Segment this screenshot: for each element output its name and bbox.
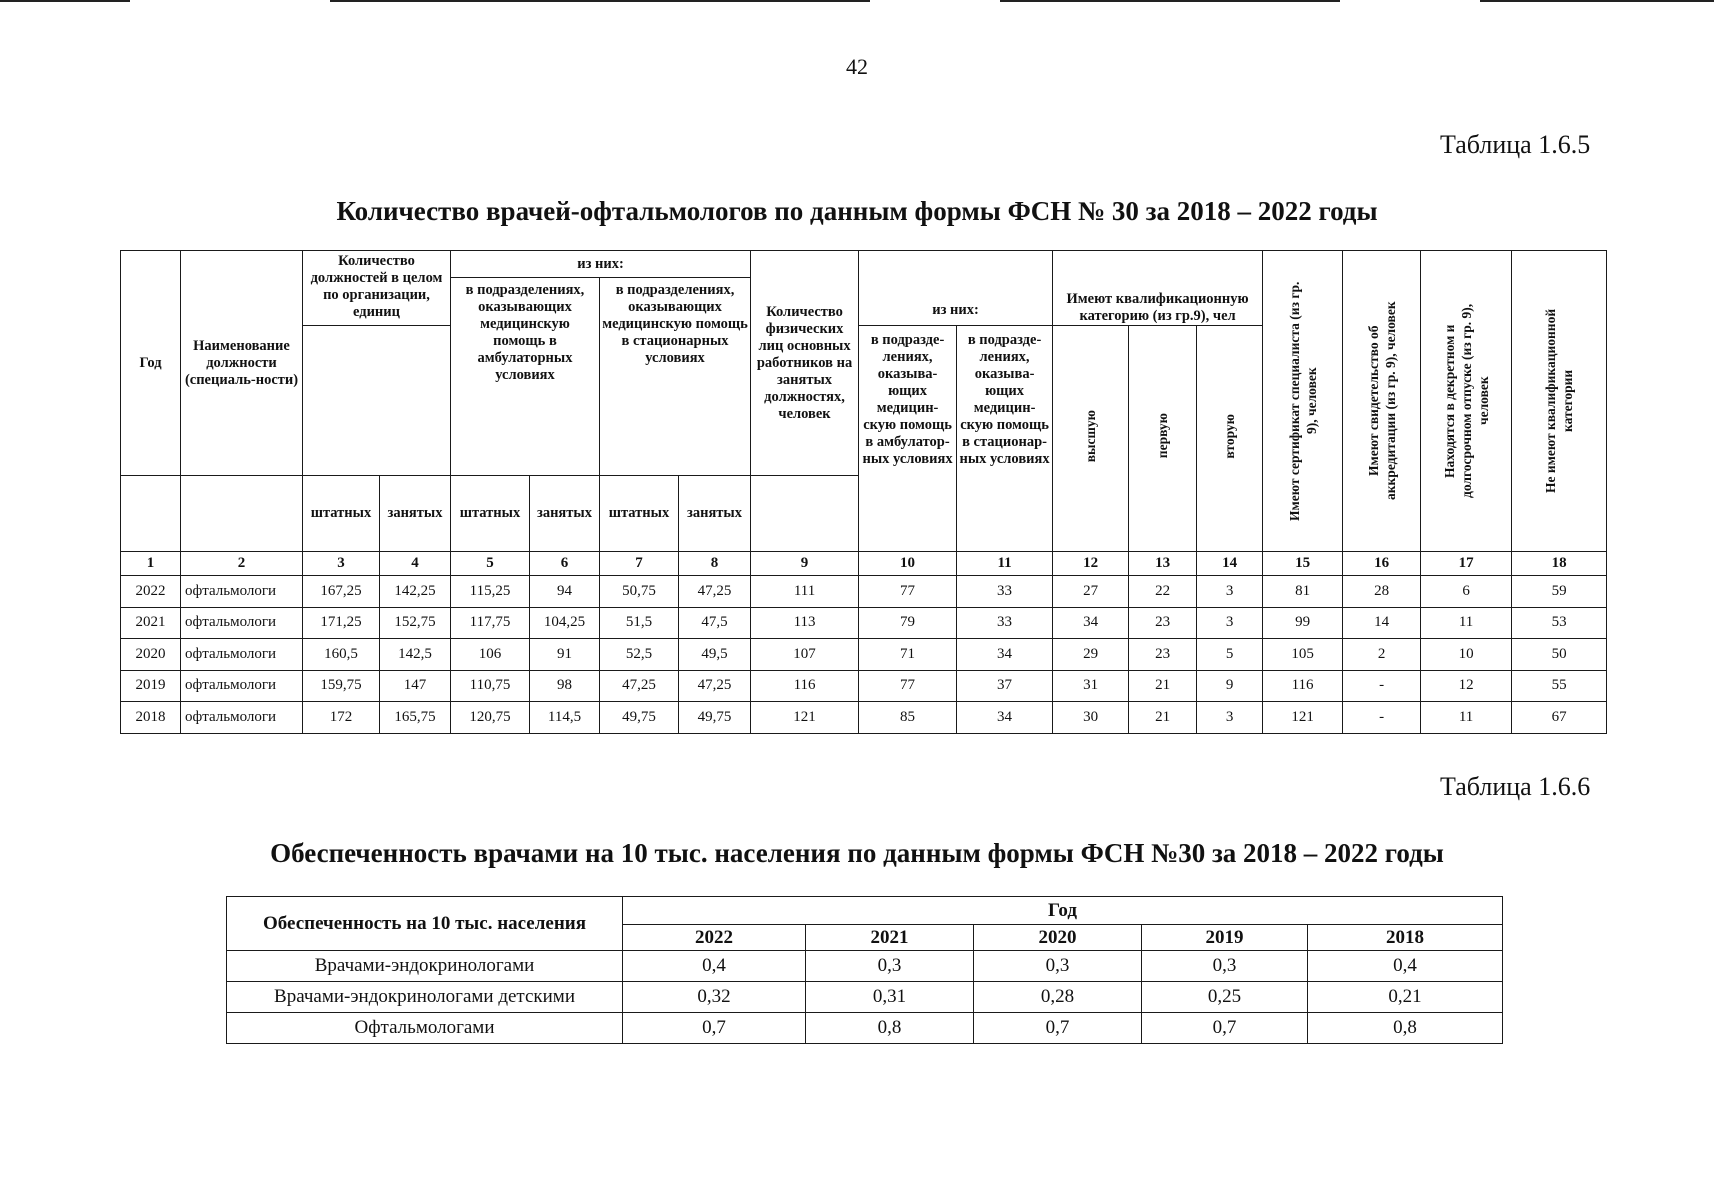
header-first: первую [1129, 326, 1197, 552]
row-value: 106 [451, 639, 530, 671]
row-value: - [1343, 702, 1421, 734]
table-row [227, 982, 1503, 1013]
column-number: 8 [679, 552, 751, 576]
row-value: 3 [1197, 607, 1263, 639]
provision-table [226, 896, 1503, 1044]
row-value: 91 [530, 639, 600, 671]
row-value: 116 [751, 670, 859, 702]
row-value: 23 [1129, 639, 1197, 671]
row-value: 165,75 [380, 702, 451, 734]
header-positions-total: Количество должностей в целом по организации, единиц [303, 251, 451, 326]
table-row [227, 951, 1503, 982]
table-row [227, 1013, 1503, 1044]
row-value: 104,25 [530, 607, 600, 639]
column-number: 6 [530, 552, 600, 576]
table-row [121, 670, 1607, 702]
row-value: 9 [1197, 670, 1263, 702]
provision-year: 2019 [1142, 925, 1308, 951]
row-value: 152,75 [380, 607, 451, 639]
physicians-count-table [120, 250, 1607, 734]
row-value: 147 [380, 670, 451, 702]
row-position: офтальмологи [181, 639, 303, 671]
row-value: 171,25 [303, 607, 380, 639]
provision-row-name: Врачами-эндокринологами детскими [227, 982, 623, 1013]
header-inpatient-persons: в подразде-лениях, оказыва-ющих медицин-скую помощь в стационар-ных условиях [957, 326, 1053, 552]
row-value: 71 [859, 639, 957, 671]
row-value: 11 [1421, 607, 1512, 639]
provision-value: 0,3 [1142, 951, 1308, 982]
provision-value: 0,8 [806, 1013, 974, 1044]
row-value: 172 [303, 702, 380, 734]
row-value: 113 [751, 607, 859, 639]
provision-value: 0,25 [1142, 982, 1308, 1013]
header-maternity-leave: Находятся в декретном и долгосрочном отпуске (из гр. 9), человек [1421, 251, 1512, 552]
row-value: 47,25 [679, 670, 751, 702]
header-second: вторую [1197, 326, 1263, 552]
row-value: 81 [1263, 576, 1343, 608]
row-value: 3 [1197, 576, 1263, 608]
column-number: 4 [380, 552, 451, 576]
column-number: 1 [121, 552, 181, 576]
table1-label: Таблица 1.6.5 [1440, 130, 1591, 159]
provision-value: 0,31 [806, 982, 974, 1013]
row-value: 34 [957, 702, 1053, 734]
header-outpatient-persons: в подразде-лениях, оказыва-ющих медицин-скую помощь в амбулатор-ных условиях [859, 326, 957, 552]
provision-value: 0,4 [1308, 951, 1503, 982]
column-number: 10 [859, 552, 957, 576]
header-staffed-3: штатных [600, 476, 679, 552]
row-value: 67 [1512, 702, 1607, 734]
header-occupied-2: занятых [530, 476, 600, 552]
header-occupied-3: занятых [679, 476, 751, 552]
row-value: 12 [1421, 670, 1512, 702]
header-outpatient-units: в подразделениях, оказывающих медицинскую помощь в амбулаторных условиях [451, 278, 600, 476]
column-number: 12 [1053, 552, 1129, 576]
row-value: 23 [1129, 607, 1197, 639]
row-position: офтальмологи [181, 607, 303, 639]
header-certificate: Имеют сертификат специалиста (из гр. 9), человек [1263, 251, 1343, 552]
row-value: 28 [1343, 576, 1421, 608]
page-top-edge [0, 0, 1714, 2]
row-value: 21 [1129, 702, 1197, 734]
provision-value: 0,3 [974, 951, 1142, 982]
column-number: 11 [957, 552, 1053, 576]
row-value: 55 [1512, 670, 1607, 702]
column-number: 5 [451, 552, 530, 576]
provision-value: 0,28 [974, 982, 1142, 1013]
row-value: 77 [859, 670, 957, 702]
provision-value: 0,21 [1308, 982, 1503, 1013]
row-value: 22 [1129, 576, 1197, 608]
provision-year-header: Год [623, 897, 1503, 925]
row-position: офтальмологи [181, 702, 303, 734]
row-position: офтальмологи [181, 576, 303, 608]
row-value: 33 [957, 607, 1053, 639]
row-value: 115,25 [451, 576, 530, 608]
header-of-them-units: из них: [451, 251, 751, 278]
provision-row-name: Офтальмологами [227, 1013, 623, 1044]
row-value: - [1343, 670, 1421, 702]
header-no-category: Не имеют квалификационной категории [1512, 251, 1607, 552]
row-year: 2019 [121, 670, 181, 702]
row-value: 34 [1053, 607, 1129, 639]
column-number: 13 [1129, 552, 1197, 576]
header-position-name: Наименование должности (специаль-ности) [181, 251, 303, 476]
provision-value: 0,3 [806, 951, 974, 982]
column-number: 14 [1197, 552, 1263, 576]
row-value: 85 [859, 702, 957, 734]
header-positions-total-cont [303, 326, 451, 476]
row-position: офтальмологи [181, 670, 303, 702]
row-value: 49,75 [679, 702, 751, 734]
provision-value: 0,8 [1308, 1013, 1503, 1044]
row-value: 53 [1512, 607, 1607, 639]
provision-year: 2021 [806, 925, 974, 951]
header-year-cont [121, 476, 181, 552]
row-value: 114,5 [530, 702, 600, 734]
row-value: 50,75 [600, 576, 679, 608]
provision-value: 0,4 [623, 951, 806, 982]
row-value: 30 [1053, 702, 1129, 734]
table-row [121, 607, 1607, 639]
row-value: 5 [1197, 639, 1263, 671]
provision-value: 0,7 [623, 1013, 806, 1044]
row-value: 98 [530, 670, 600, 702]
header-staffed-1: штатных [303, 476, 380, 552]
column-number: 7 [600, 552, 679, 576]
row-value: 27 [1053, 576, 1129, 608]
header-qualification: Имеют квалификационную категорию (из гр.9), чел [1053, 251, 1263, 326]
column-number: 18 [1512, 552, 1607, 576]
column-number: 15 [1263, 552, 1343, 576]
row-value: 47,25 [679, 576, 751, 608]
table2-body [227, 951, 1503, 1044]
header-physical-persons: Количество физических лиц основных работников на занятых должностях, человек [751, 251, 859, 476]
column-number: 17 [1421, 552, 1512, 576]
row-year: 2020 [121, 639, 181, 671]
header-highest: высшую [1053, 326, 1129, 552]
row-value: 14 [1343, 607, 1421, 639]
row-value: 79 [859, 607, 957, 639]
row-value: 160,5 [303, 639, 380, 671]
row-value: 47,5 [679, 607, 751, 639]
row-value: 107 [751, 639, 859, 671]
row-value: 142,25 [380, 576, 451, 608]
header-occupied-1: занятых [380, 476, 451, 552]
row-value: 37 [957, 670, 1053, 702]
provision-value: 0,7 [974, 1013, 1142, 1044]
row-value: 34 [957, 639, 1053, 671]
header-physical-cont [751, 476, 859, 552]
column-number: 9 [751, 552, 859, 576]
column-numbers-row [121, 552, 1607, 576]
provision-year: 2020 [974, 925, 1142, 951]
header-of-them-persons: из них: [859, 251, 1053, 326]
provision-row-name: Врачами-эндокринологами [227, 951, 623, 982]
row-value: 52,5 [600, 639, 679, 671]
row-value: 59 [1512, 576, 1607, 608]
row-value: 116 [1263, 670, 1343, 702]
row-value: 77 [859, 576, 957, 608]
row-value: 10 [1421, 639, 1512, 671]
row-value: 49,5 [679, 639, 751, 671]
row-value: 121 [1263, 702, 1343, 734]
row-year: 2018 [121, 702, 181, 734]
table1-title: Количество врачей-офтальмологов по данным формы ФСН № 30 за 2018 – 2022 годы [336, 196, 1378, 226]
row-value: 11 [1421, 702, 1512, 734]
provision-value: 0,7 [1142, 1013, 1308, 1044]
provision-value: 0,32 [623, 982, 806, 1013]
provision-year: 2022 [623, 925, 806, 951]
row-value: 110,75 [451, 670, 530, 702]
row-value: 142,5 [380, 639, 451, 671]
header-position-cont [181, 476, 303, 552]
row-value: 50 [1512, 639, 1607, 671]
row-value: 51,5 [600, 607, 679, 639]
row-value: 49,75 [600, 702, 679, 734]
header-year: Год [121, 251, 181, 476]
row-value: 159,75 [303, 670, 380, 702]
header-staffed-2: штатных [451, 476, 530, 552]
header-accreditation: Имеют свидетельство об аккредитации (из гр. 9), человек [1343, 251, 1421, 552]
table1-body [121, 576, 1607, 734]
row-value: 21 [1129, 670, 1197, 702]
row-value: 3 [1197, 702, 1263, 734]
provision-row-header: Обеспеченность на 10 тыс. населения [227, 897, 623, 951]
row-value: 121 [751, 702, 859, 734]
row-value: 117,75 [451, 607, 530, 639]
column-number: 2 [181, 552, 303, 576]
table-row [121, 702, 1607, 734]
provision-year: 2018 [1308, 925, 1503, 951]
table-row [121, 639, 1607, 671]
row-value: 105 [1263, 639, 1343, 671]
row-value: 2 [1343, 639, 1421, 671]
column-number: 3 [303, 552, 380, 576]
row-value: 120,75 [451, 702, 530, 734]
row-year: 2022 [121, 576, 181, 608]
row-value: 94 [530, 576, 600, 608]
row-value: 167,25 [303, 576, 380, 608]
table-row [121, 576, 1607, 608]
row-value: 33 [957, 576, 1053, 608]
table2-title: Обеспеченность врачами на 10 тыс. населения по данным формы ФСН №30 за 2018 – 2022 годы [270, 838, 1444, 868]
row-value: 31 [1053, 670, 1129, 702]
row-value: 6 [1421, 576, 1512, 608]
row-value: 29 [1053, 639, 1129, 671]
column-number: 16 [1343, 552, 1421, 576]
table2-label: Таблица 1.6.6 [1440, 772, 1591, 801]
row-value: 111 [751, 576, 859, 608]
header-inpatient-units: в подразделениях, оказывающих медицинскую помощь в стационарных условиях [600, 278, 751, 476]
row-year: 2021 [121, 607, 181, 639]
page-number: 42 [846, 54, 868, 79]
row-value: 47,25 [600, 670, 679, 702]
row-value: 99 [1263, 607, 1343, 639]
